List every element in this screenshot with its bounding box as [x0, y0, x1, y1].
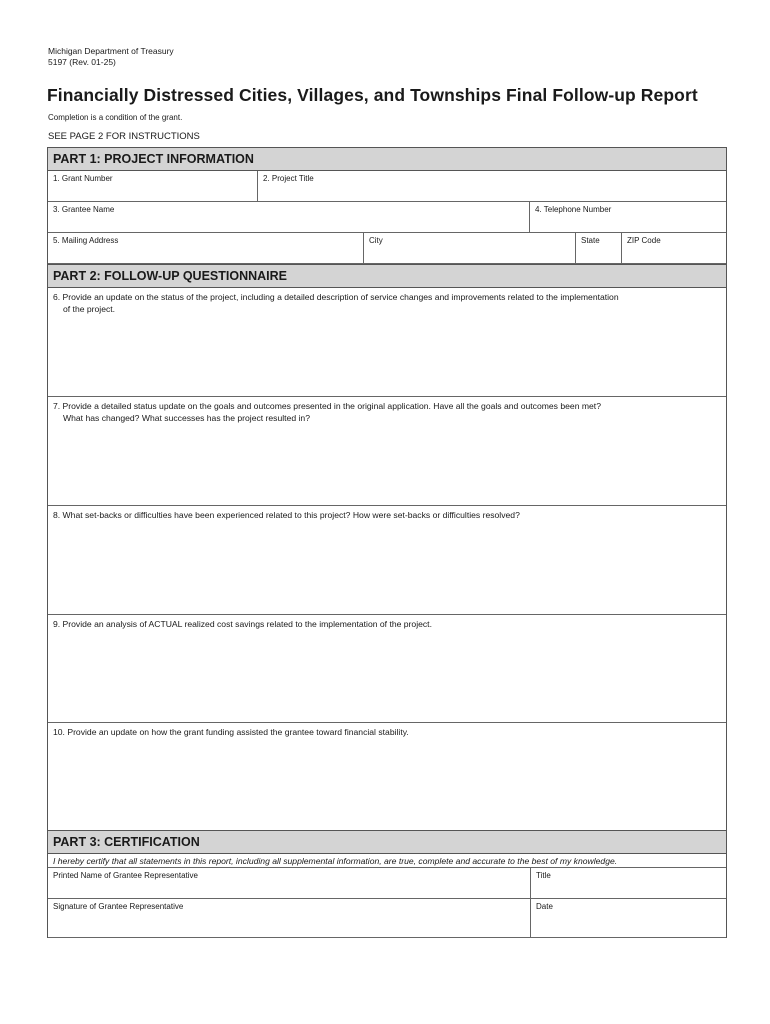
- grant-number-label: 1. Grant Number: [53, 174, 113, 183]
- telephone-field[interactable]: [530, 202, 726, 232]
- question-6-text-cont: of the project.: [63, 304, 116, 314]
- project-title-label: 2. Project Title: [263, 174, 314, 183]
- part2-heading: PART 2: FOLLOW-UP QUESTIONNAIRE: [48, 264, 726, 288]
- part3-heading: PART 3: CERTIFICATION: [48, 830, 726, 854]
- title-label: Title: [536, 871, 551, 880]
- question-6-field[interactable]: [48, 288, 726, 397]
- certification-statement: I hereby certify that all statements in this report, including all supplemental information, are true, complete and accurate to the best of my knowledge.: [48, 854, 726, 868]
- agency-name: Michigan Department of Treasury: [48, 46, 174, 56]
- telephone-label: 4. Telephone Number: [535, 205, 612, 214]
- state-label: State: [581, 236, 600, 245]
- project-title-field[interactable]: [258, 171, 726, 201]
- printed-name-label: Printed Name of Grantee Representative: [53, 871, 198, 880]
- mailing-address-label: 5. Mailing Address: [53, 236, 119, 245]
- question-10-text: 10. Provide an update on how the grant funding assisted the grantee toward financial stability.: [53, 727, 409, 737]
- question-6-text: 6. Provide an update on the status of the project, including a detailed description of service changes and improvements related to the implementation: [53, 292, 619, 302]
- question-7-text-cont: What has changed? What successes has the project resulted in?: [63, 413, 310, 423]
- form-title: Financially Distressed Cities, Villages, and Townships Final Follow-up Report: [47, 85, 698, 105]
- date-label: Date: [536, 902, 553, 911]
- part1-section: [47, 147, 727, 264]
- instructions-note: SEE PAGE 2 FOR INSTRUCTIONS: [48, 131, 200, 142]
- grant-condition-note: Completion is a condition of the grant.: [48, 113, 183, 122]
- part1-row-1: [48, 171, 726, 202]
- part1-row-2: [48, 202, 726, 233]
- signature-field[interactable]: [48, 899, 531, 937]
- part3-row-1: [48, 868, 726, 899]
- question-9-text: 9. Provide an analysis of ACTUAL realized cost savings related to the implementation of the project.: [53, 619, 432, 629]
- form-number: 5197 (Rev. 01-25): [48, 57, 116, 67]
- grantee-name-field[interactable]: [48, 202, 530, 232]
- city-field[interactable]: [364, 233, 576, 263]
- part1-row-3: [48, 233, 726, 264]
- state-field[interactable]: [576, 233, 622, 263]
- part2-section: [47, 264, 727, 832]
- city-label: City: [369, 236, 383, 245]
- question-7-text: 7. Provide a detailed status update on the goals and outcomes presented in the original application. Have all the goals and outcomes been met?: [53, 401, 601, 411]
- zip-code-label: ZIP Code: [627, 236, 661, 245]
- grantee-name-label: 3. Grantee Name: [53, 205, 115, 214]
- question-8-field[interactable]: [48, 506, 726, 615]
- title-field[interactable]: [531, 868, 726, 898]
- date-field[interactable]: [531, 899, 726, 937]
- part3-row-2: [48, 899, 726, 938]
- question-7-field[interactable]: [48, 397, 726, 506]
- question-8-text: 8. What set-backs or difficulties have been experienced related to this project? How were set-backs or difficulties resolved?: [53, 510, 520, 520]
- grant-number-field[interactable]: [48, 171, 258, 201]
- printed-name-field[interactable]: [48, 868, 531, 898]
- zip-code-field[interactable]: [622, 233, 726, 263]
- part3-section: [47, 830, 727, 938]
- mailing-address-field[interactable]: [48, 233, 364, 263]
- question-9-field[interactable]: [48, 615, 726, 723]
- question-10-field[interactable]: [48, 723, 726, 832]
- part1-heading: PART 1: PROJECT INFORMATION: [48, 147, 726, 171]
- signature-label: Signature of Grantee Representative: [53, 902, 184, 911]
